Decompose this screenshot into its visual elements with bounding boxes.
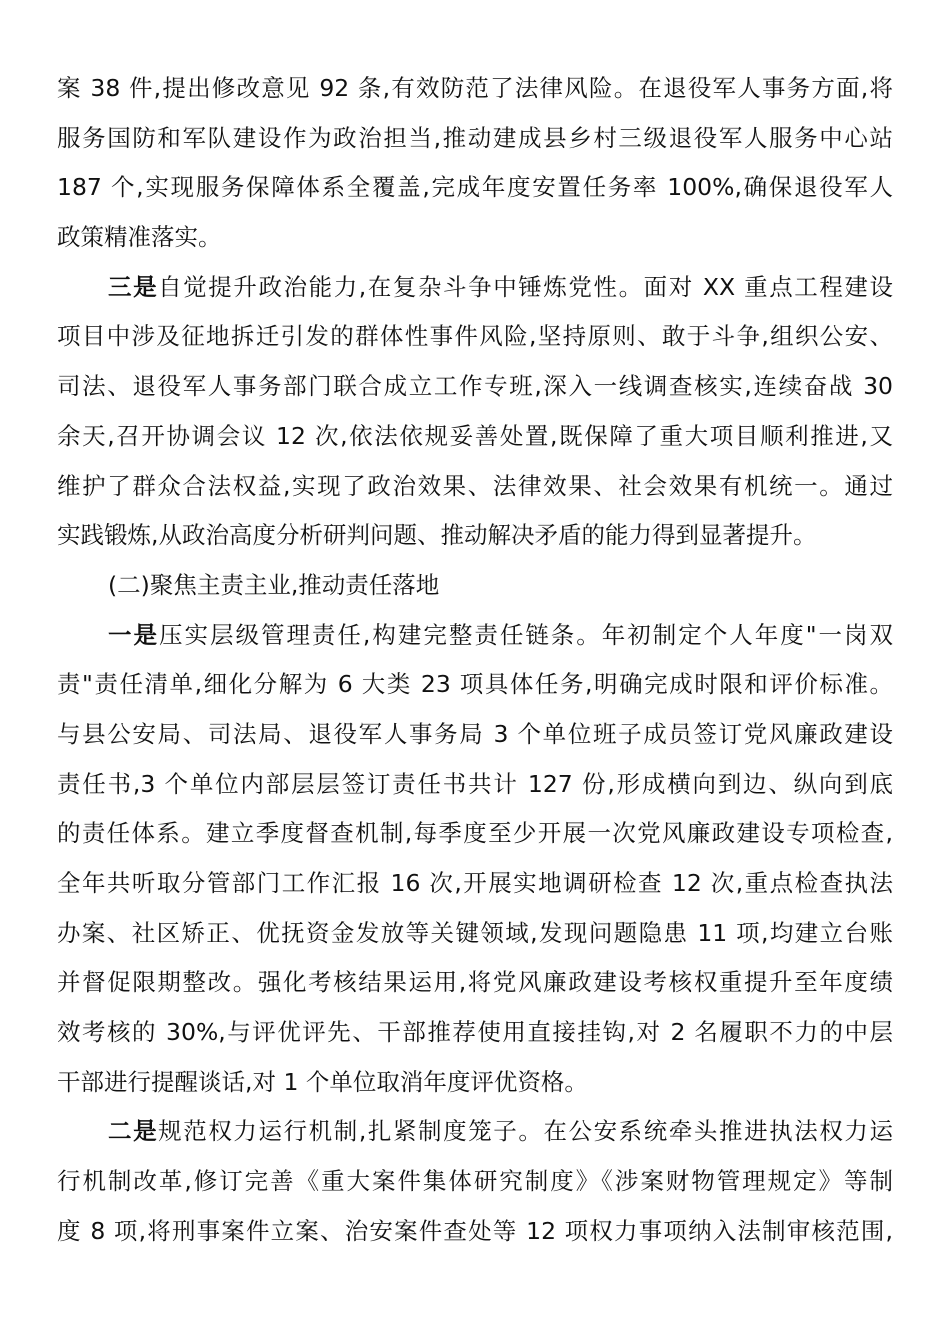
paragraph-line: 责任书,3 个单位内部层层签订责任书共计 127 份,形成横向到边、纵向到底 xyxy=(57,769,893,798)
paragraph-lead-bold: 三是 xyxy=(108,272,159,301)
paragraph-line: 服务国防和军队建设作为政治担当,推动建成县乡村三级退役军人服务中心站 xyxy=(57,123,893,152)
paragraph-line: 并督促限期整改。强化考核结果运用,将党风廉政建设考核权重提升至年度绩 xyxy=(57,968,893,997)
paragraph-text: 规范权力运行机制,扎紧制度笼子。在公安系统牵头推进执法权力运 xyxy=(158,1117,893,1146)
paragraph-lead-bold: 一是 xyxy=(108,620,159,649)
paragraph-line: 责"责任清单,细化分解为 6 大类 23 项具体任务,明确完成时限和评价标准。 xyxy=(57,670,893,699)
paragraph-text: 压实层级管理责任,构建完整责任链条。年初制定个人年度"一岗双 xyxy=(158,620,893,649)
paragraph-line xyxy=(57,611,893,661)
paragraph-line: 度 8 项,将刑事案件立案、治安案件查处等 12 项权力事项纳入法制审核范围, xyxy=(57,1216,893,1245)
paragraph-line: 余天,召开协调会议 12 次,依法依规妥善处置,既保障了重大项目顺利推进,又 xyxy=(57,421,893,450)
paragraph-line: 司法、退役军人事务部门联合成立工作专班,深入一线调查核实,连续奋战 30 xyxy=(57,372,893,401)
paragraph-line: 187 个,实现服务保障体系全覆盖,完成年度安置任务率 100%,确保退役军人 xyxy=(57,173,893,202)
paragraph-line: 维护了群众合法权益,实现了政治效果、法律效果、社会效果有机统一。通过 xyxy=(57,471,893,500)
paragraph-line: 干部进行提醒谈话,对 1 个单位取消年度评优资格。 xyxy=(57,1067,588,1096)
paragraph-line: 行机制改革,修订完善《重大案件集体研究制度》《涉案财物管理规定》等制 xyxy=(57,1167,893,1196)
paragraph-line xyxy=(57,263,893,313)
paragraph-lead-bold: 二是 xyxy=(108,1117,159,1146)
section-heading: (二)聚焦主责主业,推动责任落地 xyxy=(108,570,440,599)
paragraph-line: 办案、社区矫正、优抚资金发放等关键领域,发现问题隐患 11 项,均建立台账 xyxy=(57,918,893,947)
paragraph-line: 与县公安局、司法局、退役军人事务局 3 个单位班子成员签订党风廉政建设 xyxy=(57,719,893,748)
paragraph-line: 效考核的 30%,与评优评先、干部推荐使用直接挂钩,对 2 名履职不力的中层 xyxy=(57,1018,893,1047)
paragraph-text: 自觉提升政治能力,在复杂斗争中锤炼党性。面对 XX 重点工程建设 xyxy=(158,272,893,301)
paragraph-line: 案 38 件,提出修改意见 92 条,有效防范了法律风险。在退役军人事务方面,将 xyxy=(57,74,893,102)
paragraph-line: 项目中涉及征地拆迁引发的群体性事件风险,坚持原则、敢于斗争,组织公安、 xyxy=(57,322,893,351)
paragraph-line: 政策精准落实。 xyxy=(57,223,222,252)
paragraph-line xyxy=(57,1107,893,1157)
paragraph-line: 实践锻炼,从政治高度分析研判问题、推动解决矛盾的能力得到显著提升。 xyxy=(57,521,817,550)
paragraph-line: 全年共听取分管部门工作汇报 16 次,开展实地调研检查 12 次,重点检查执法 xyxy=(57,869,893,897)
paragraph-line: 的责任体系。建立季度督查机制,每季度至少开展一次党风廉政建设专项检查, xyxy=(57,819,893,848)
document-page xyxy=(57,64,893,1257)
